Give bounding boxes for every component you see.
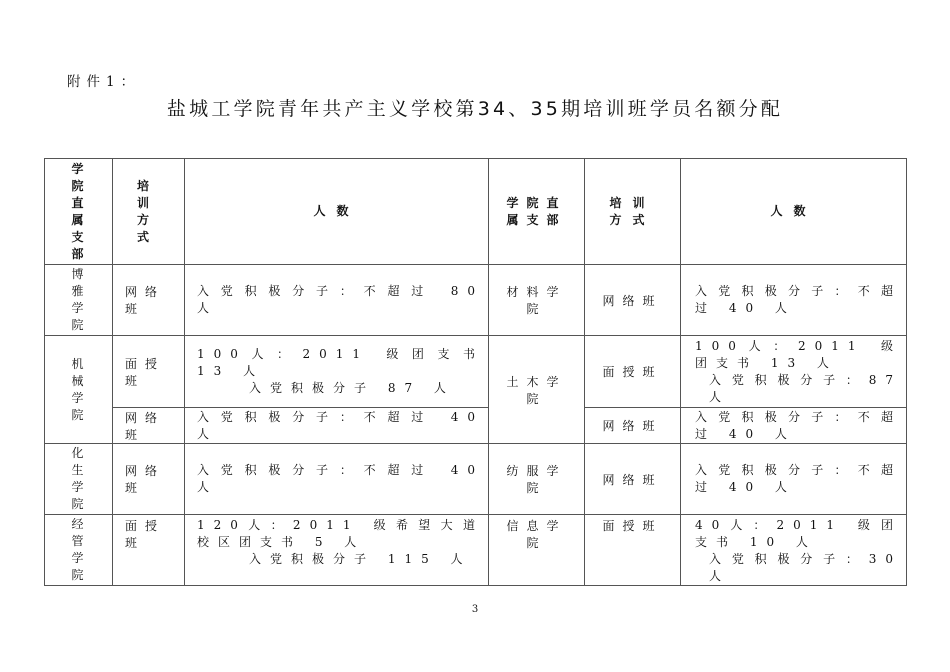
header-method-left: 培训方式: [113, 159, 185, 265]
count-cell: [681, 336, 907, 408]
college-cell: 纺服学院: [489, 444, 585, 515]
count-line: 入党积极分子 87 人: [249, 381, 455, 395]
count-cell: 入党积极分子：不超过 80 人: [185, 265, 489, 336]
header-college-right: 学院直属支部: [489, 159, 585, 265]
college-cell: 材料学院: [489, 265, 585, 336]
table-row: [45, 515, 907, 586]
count-line: 100人：2011 级团支书 13 人: [197, 347, 484, 378]
table-row: [45, 265, 907, 336]
count-line: 入党积极分子 115 人: [249, 552, 472, 566]
method-cell: 面授班: [585, 336, 681, 408]
count-line: 120人：2011 级希望大道校区团支书 5 人: [197, 518, 484, 549]
table-row: [45, 408, 907, 444]
header-count-right: 人数: [681, 159, 907, 265]
count-cell: 入党积极分子：不超过 40 人: [681, 444, 907, 515]
count-cell: [185, 336, 489, 408]
college-cell: 信息学院: [489, 515, 585, 586]
college-cell: 化生学院: [45, 444, 113, 515]
count-cell: 入党积极分子：不超过 40 人: [185, 408, 489, 444]
method-cell: 面授班: [113, 515, 185, 586]
count-cell: [185, 515, 489, 586]
quota-table: [44, 158, 907, 586]
count-cell: 入党积极分子：不超过 40 人: [185, 444, 489, 515]
document-title: 盐城工学院青年共产主义学校第34、35期培训班学员名额分配: [166, 98, 784, 120]
method-cell: 网络班: [113, 444, 185, 515]
method-cell: 面授班: [585, 515, 681, 586]
count-line: 入党积极分子：87 人: [709, 372, 902, 404]
count-cell: 入党积极分子：不超过 40 人: [681, 265, 907, 336]
college-cell: 机械学院: [45, 336, 113, 444]
page-number: 3: [471, 604, 479, 615]
table-row: [45, 336, 907, 408]
college-cell: 经管学院: [45, 515, 113, 586]
count-cell: [681, 515, 907, 586]
count-cell: 入党积极分子：不超过 40 人: [681, 408, 907, 444]
count-line: 入党积极分子：30 人: [709, 552, 902, 583]
method-cell: 网络班: [113, 408, 185, 444]
method-cell: 面授班: [113, 336, 185, 408]
header-count-left: 人数: [185, 159, 489, 265]
college-cell: 博雅学院: [45, 265, 113, 336]
college-cell: 土木学院: [489, 336, 585, 444]
header-row: [45, 159, 907, 265]
method-cell: 网络班: [585, 444, 681, 515]
table-row: [45, 444, 907, 515]
method-cell: 网络班: [113, 265, 185, 336]
method-cell: 网络班: [585, 265, 681, 336]
count-line: 40人：2011 级团支书 10 人: [695, 518, 902, 549]
count-line: 100人：2011 级团支书 13 人: [695, 338, 902, 370]
attachment-label: 附件1：: [67, 74, 141, 90]
header-college-left: 学院直属支部: [45, 159, 113, 265]
method-cell: 网络班: [585, 408, 681, 444]
header-method-right: 培训方式: [585, 159, 681, 265]
